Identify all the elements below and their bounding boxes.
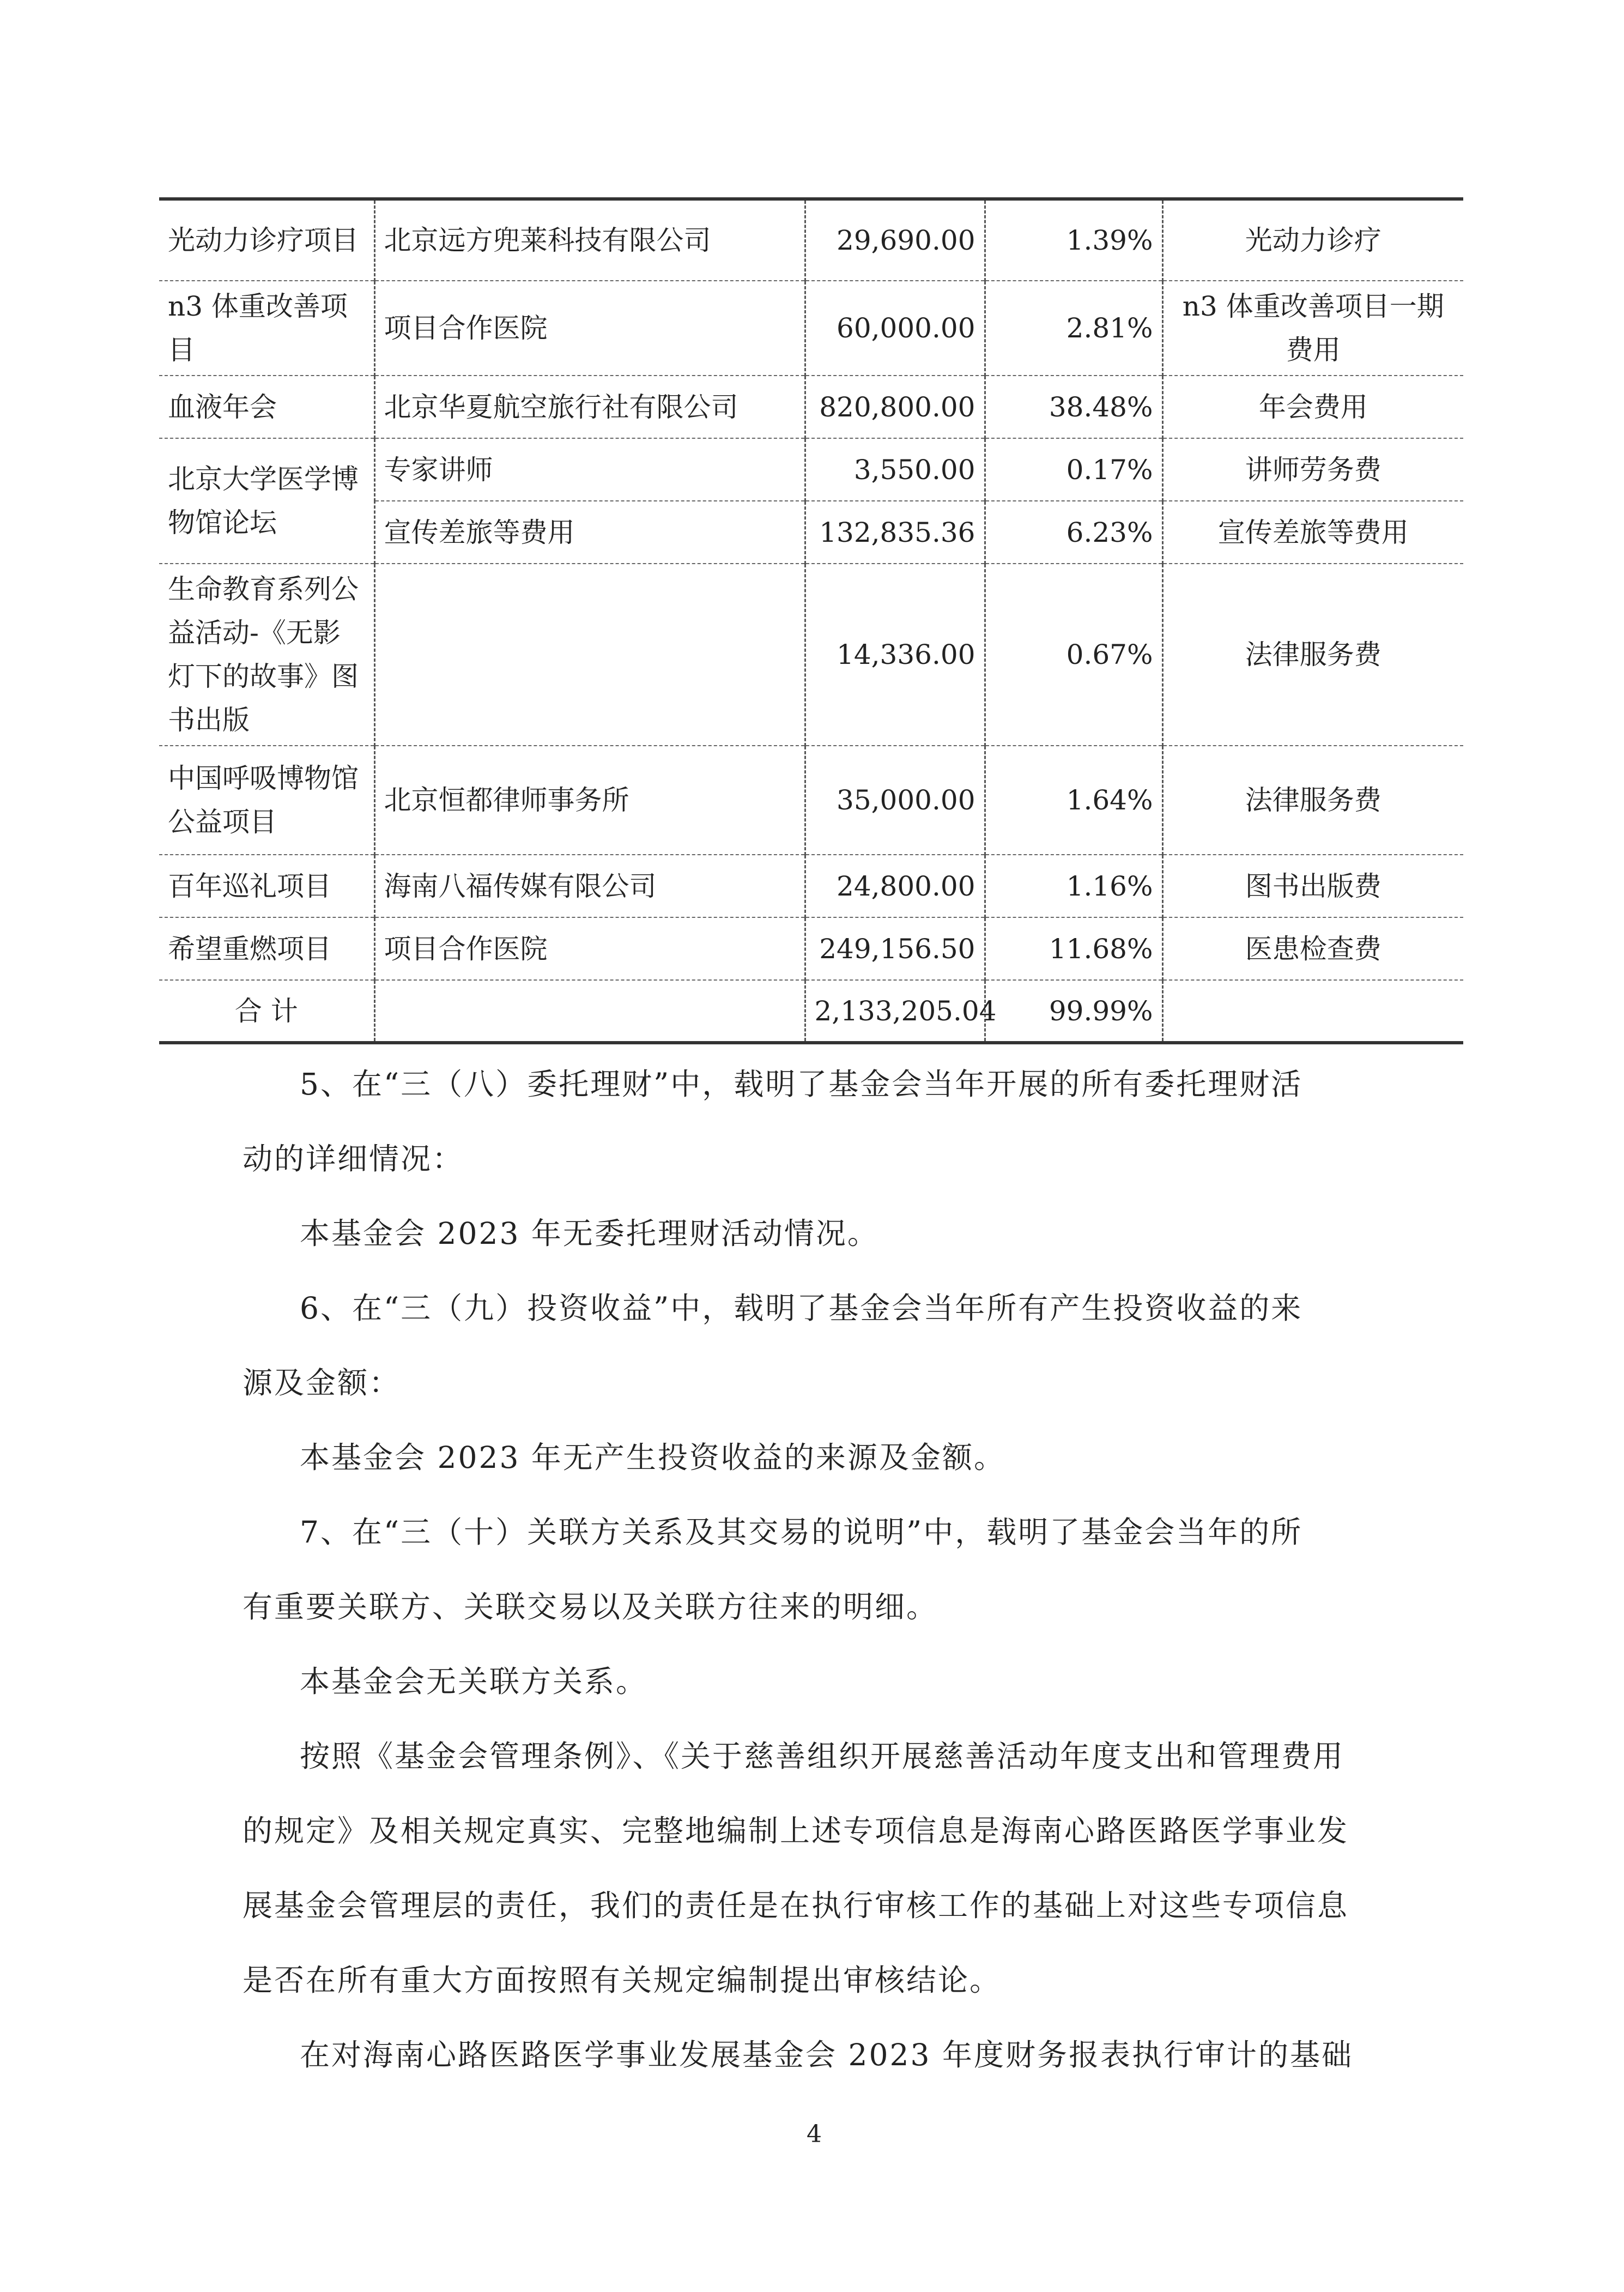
party-cell: 项目合作医院	[374, 281, 805, 376]
percent-cell: 2.81%	[985, 281, 1162, 376]
party-cell: 北京华夏航空旅行社有限公司	[374, 376, 805, 438]
paragraph-6-answer: 本基金会 2023 年无产生投资收益的来源及金额。	[300, 1440, 1005, 1475]
party-cell: 宣传差旅等费用	[374, 501, 805, 564]
use-cell: 医患检查费	[1162, 917, 1463, 980]
use-cell	[1162, 980, 1463, 1043]
use-cell: 图书出版费	[1162, 855, 1463, 917]
use-cell: 法律服务费	[1162, 746, 1463, 855]
table-row	[159, 855, 1463, 917]
project-cell: 血液年会	[159, 376, 374, 438]
percent-cell: 38.48%	[985, 376, 1162, 438]
party-cell	[374, 980, 805, 1043]
table-row	[159, 438, 1463, 501]
party-cell: 北京恒都律师事务所	[374, 746, 805, 855]
percent-cell: 0.17%	[985, 438, 1162, 501]
percent-cell: 1.39%	[985, 199, 1162, 281]
project-cell: n3 体重改善项目	[159, 281, 374, 376]
expense-table	[159, 197, 1463, 1044]
page-number: 4	[807, 2120, 822, 2148]
amount-cell: 3,550.00	[805, 438, 985, 501]
responsibility-line-3: 展基金会管理层的责任，我们的责任是在执行审核工作的基础上对这些专项信息	[243, 1888, 1349, 1923]
use-cell: n3 体重改善项目一期费用	[1162, 281, 1463, 376]
percent-cell: 11.68%	[985, 917, 1162, 980]
amount-cell: 60,000.00	[805, 281, 985, 376]
amount-cell: 24,800.00	[805, 855, 985, 917]
project-cell: 生命教育系列公益活动-《无影灯下的故事》图书出版	[159, 564, 374, 746]
paragraph-7-answer: 本基金会无关联方关系。	[300, 1664, 648, 1699]
party-cell: 专家讲师	[374, 438, 805, 501]
amount-cell: 29,690.00	[805, 199, 985, 281]
use-cell: 宣传差旅等费用	[1162, 501, 1463, 564]
paragraph-5-line-2: 动的详细情况：	[243, 1141, 464, 1176]
paragraph-7-line-1: 7、在“三（十）关联方关系及其交易的说明”中，载明了基金会当年的所	[300, 1515, 1303, 1550]
party-cell	[374, 564, 805, 746]
use-cell: 法律服务费	[1162, 564, 1463, 746]
party-cell: 北京远方兜莱科技有限公司	[374, 199, 805, 281]
use-cell: 光动力诊疗	[1162, 199, 1463, 281]
table-row	[159, 564, 1463, 746]
project-cell: 中国呼吸博物馆公益项目	[159, 746, 374, 855]
responsibility-line-1: 按照《基金会管理条例》、《关于慈善组织开展慈善活动年度支出和管理费用	[300, 1739, 1345, 1774]
project-cell: 百年巡礼项目	[159, 855, 374, 917]
percent-cell: 1.64%	[985, 746, 1162, 855]
use-cell: 讲师劳务费	[1162, 438, 1463, 501]
amount-cell: 132,835.36	[805, 501, 985, 564]
project-cell: 光动力诊疗项目	[159, 199, 374, 281]
percent-cell: 6.23%	[985, 501, 1162, 564]
use-cell: 年会费用	[1162, 376, 1463, 438]
table-total-row	[159, 980, 1463, 1043]
table-row	[159, 281, 1463, 376]
total-label: 合 计	[159, 980, 374, 1043]
percent-cell: 1.16%	[985, 855, 1162, 917]
total-amount: 2,133,205.04	[805, 980, 985, 1043]
responsibility-line-2: 的规定》及相关规定真实、完整地编制上述专项信息是海南心路医路医学事业发	[243, 1813, 1349, 1848]
party-cell: 海南八福传媒有限公司	[374, 855, 805, 917]
responsibility-line-4: 是否在所有重大方面按照有关规定编制提出审核结论。	[243, 1963, 1002, 1998]
amount-cell: 14,336.00	[805, 564, 985, 746]
table-row	[159, 917, 1463, 980]
paragraph-5-answer: 本基金会 2023 年无委托理财活动情况。	[300, 1216, 879, 1251]
amount-cell: 820,800.00	[805, 376, 985, 438]
table-row	[159, 199, 1463, 281]
project-cell: 北京大学医学博物馆论坛	[159, 438, 374, 564]
amount-cell: 249,156.50	[805, 917, 985, 980]
audit-line-1: 在对海南心路医路医学事业发展基金会 2023 年度财务报表执行审计的基础	[300, 2037, 1353, 2072]
amount-cell: 35,000.00	[805, 746, 985, 855]
total-percent: 99.99%	[985, 980, 1162, 1043]
table-row	[159, 746, 1463, 855]
project-cell: 希望重燃项目	[159, 917, 374, 980]
paragraph-7-line-2: 有重要关联方、关联交易以及关联方往来的明细。	[243, 1589, 938, 1624]
table-row	[159, 376, 1463, 438]
paragraph-5-line-1: 5、在“三（八）委托理财”中，载明了基金会当年开展的所有委托理财活	[300, 1067, 1303, 1102]
paragraph-6-line-2: 源及金额：	[243, 1365, 401, 1400]
paragraph-6-line-1: 6、在“三（九）投资收益”中，载明了基金会当年所有产生投资收益的来	[300, 1291, 1303, 1326]
party-cell: 项目合作医院	[374, 917, 805, 980]
percent-cell: 0.67%	[985, 564, 1162, 746]
